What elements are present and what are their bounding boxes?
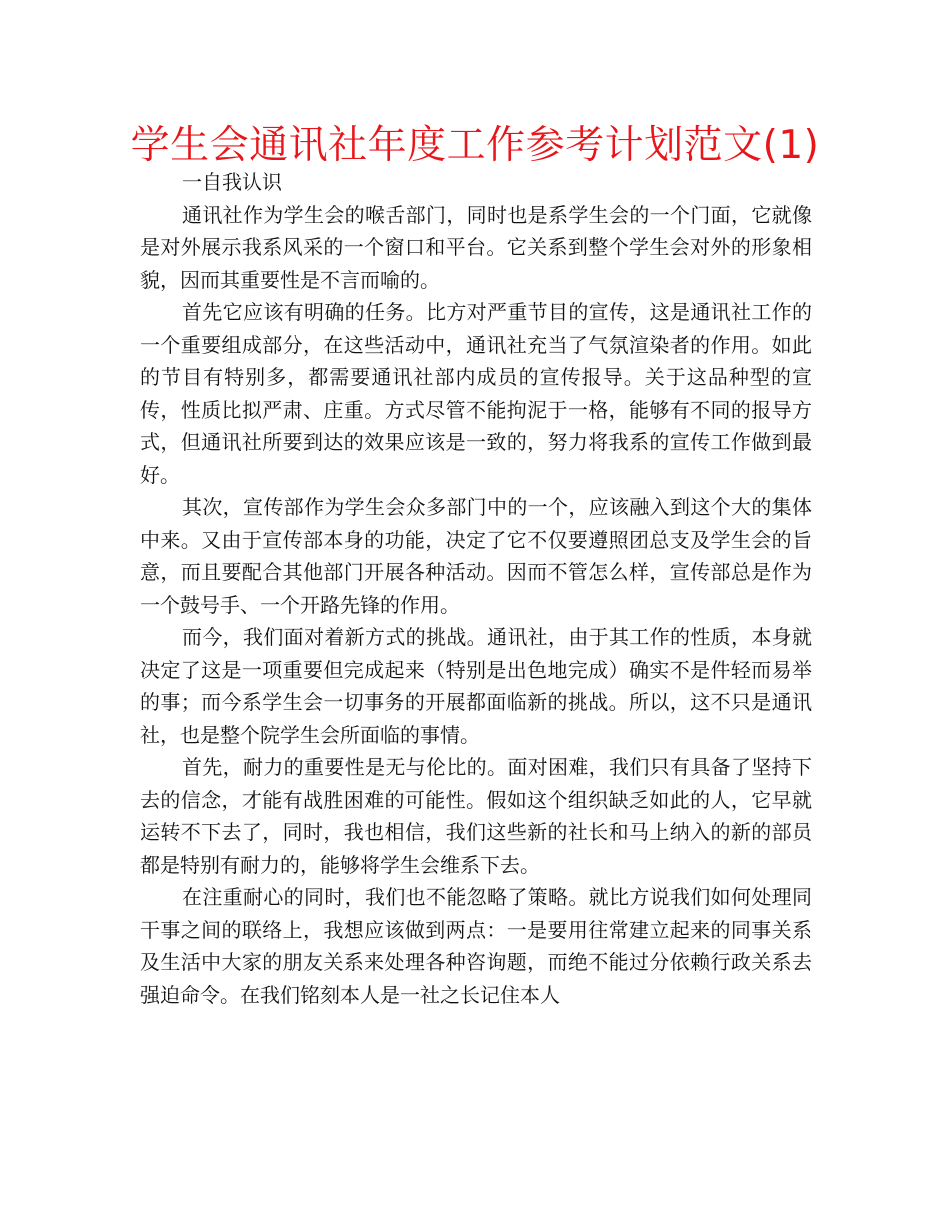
paragraph: 首先它应该有明确的任务。比方对严重节目的宣传，这是通讯社工作的一个重要组成部分，在这些活动中，通讯社充当了气氛渲染者的作用。如此的节目有特别多，都需要通讯社部内成员的宣传报导。关于这品种型的宣传，性质比拟严肃、庄重。方式尽管不能拘泥于一格，能够有不同的报导方式，但通讯社所要到达的效果应该是一致的，努力将我系的宣传工作做到最好。 bbox=[140, 300, 812, 487]
paragraph-section-heading: 一自我认识 bbox=[182, 170, 282, 194]
paragraph: 在注重耐心的同时，我们也不能忽略了策略。就比方说我们如何处理同干事之间的联络上，我想应该做到两点：一是要用往常建立起来的同事关系及生活中大家的朋友关系来处理各种咨询题，而绝不能过分依赖行政关系去强迫命令。在我们铭刻本人是一社之长记住本人 bbox=[140, 885, 812, 1007]
paragraph: 其次，宣传部作为学生会众多部门中的一个，应该融入到这个大的集体中来。又由于宣传部本身的功能，决定了它不仅要遵照团总支及学生会的旨意，而且要配合其他部门开展各种活动。因而不管怎么样，宣传部总是作为一个鼓号手、一个开路先锋的作用。 bbox=[140, 495, 812, 617]
paragraph: 通讯社作为学生会的喉舌部门，同时也是系学生会的一个门面，它就像是对外展示我系风采的一个窗口和平台。它关系到整个学生会对外的形象相貌，因而其重要性是不言而喻的。 bbox=[140, 202, 812, 292]
document-title: 学生会通讯社年度工作参考计划范文(1) bbox=[130, 123, 820, 168]
document-body bbox=[140, 166, 812, 1011]
paragraph: 而今，我们面对着新方式的挑战。通讯社，由于其工作的性质，本身就决定了这是一项重要但完成起来（特别是出色地完成）确实不是件轻而易举的事；而今系学生会一切事务的开展都面临新的挑战。所以，这不只是通讯社，也是整个院学生会所面临的事情。 bbox=[140, 625, 812, 747]
paragraph: 首先，耐力的重要性是无与伦比的。面对困难，我们只有具备了坚持下去的信念，才能有战胜困难的可能性。假如这个组织缺乏如此的人，它早就运转不下去了，同时，我也相信，我们这些新的社长和马上纳入的新的部员都是特别有耐力的，能够将学生会维系下去。 bbox=[140, 755, 812, 877]
